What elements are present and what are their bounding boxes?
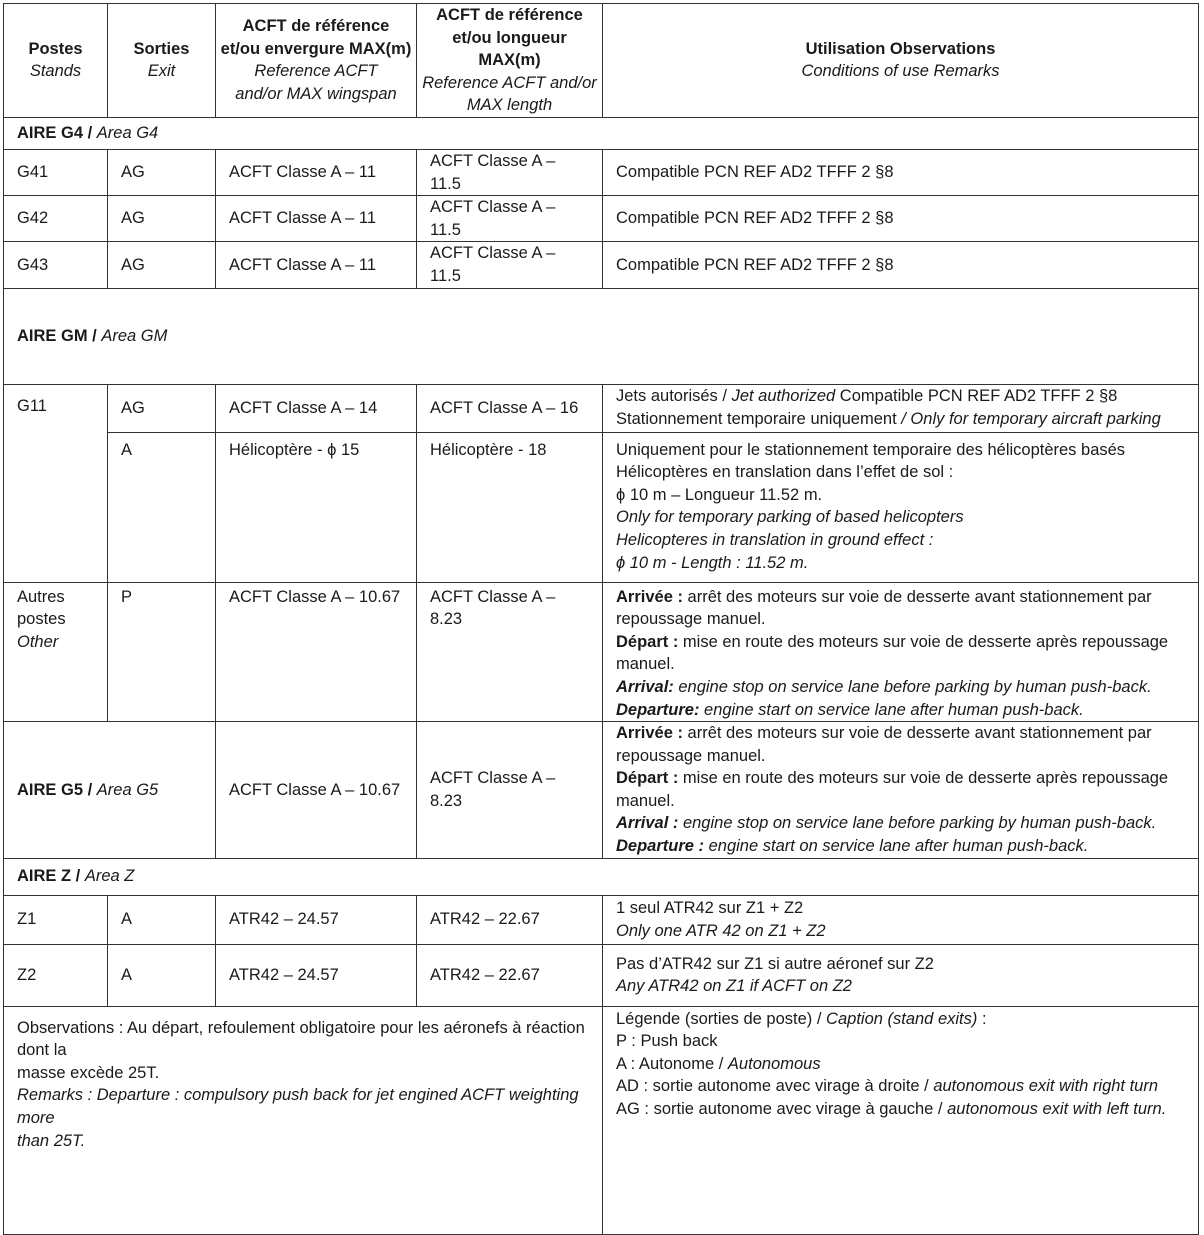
length-cell: ACFT Classe A – 11.5 <box>417 149 603 195</box>
length-cell: Hélicoptère - 18 <box>417 432 603 582</box>
observations-cell: Observations : Au départ, refoulement obligatoire pour les aéronefs à réaction dont la masse excède 25T. Remarks : Departure : compulsory push back for jet engined ACFT weighting more than 25T. <box>4 1006 603 1234</box>
area-gm-row <box>4 288 1199 384</box>
exit-cell: AG <box>108 196 216 242</box>
header-exit: Sorties Exit <box>108 4 216 118</box>
exit-cell: A <box>108 944 216 1006</box>
remarks-cell: Compatible PCN REF AD2 TFFF 2 §8 <box>603 149 1199 195</box>
wingspan-cell: ATR42 – 24.57 <box>216 895 417 944</box>
table-row <box>4 722 1199 859</box>
area-z-row <box>4 858 1199 895</box>
exit-cell: A <box>108 895 216 944</box>
table-row <box>4 384 1199 432</box>
wingspan-cell: ATR42 – 24.57 <box>216 944 417 1006</box>
wingspan-cell: ACFT Classe A – 11 <box>216 242 417 288</box>
remarks-cell: 1 seul ATR42 sur Z1 + Z2 Only one ATR 42 on Z1 + Z2 <box>603 895 1199 944</box>
table-row <box>4 895 1199 944</box>
exit-cell: AG <box>108 149 216 195</box>
area-z-label: AIRE Z / Area Z <box>4 858 1199 895</box>
table-row <box>4 432 1199 582</box>
table-row <box>4 944 1199 1006</box>
exit-cell: AG <box>108 384 216 432</box>
wingspan-cell: ACFT Classe A – 10.67 <box>216 722 417 859</box>
length-cell: ACFT Classe A – 11.5 <box>417 196 603 242</box>
caption-cell: Légende (sorties de poste) / Caption (stand exits) : P : Push back A : Autonome / Autonomous AD : sortie autonome avec virage à droite / autonomous exit with right turn AG : sortie autonome avec virage à gauche / autonomous exit with left turn. <box>603 1006 1199 1234</box>
area-g4-label: AIRE G4 / Area G4 <box>4 117 1199 149</box>
stand-cell: G41 <box>4 149 108 195</box>
stand-cell: Z2 <box>4 944 108 1006</box>
table-row <box>4 196 1199 242</box>
exit-cell: A <box>108 432 216 582</box>
wingspan-cell: ACFT Classe A – 11 <box>216 149 417 195</box>
area-g4-row <box>4 117 1199 149</box>
remarks-cell: Jets autorisés / Jet authorized Compatible PCN REF AD2 TFFF 2 §8 Stationnement temporaire uniquement / Only for temporary aircraft parking <box>603 384 1199 432</box>
length-cell: ATR42 – 22.67 <box>417 944 603 1006</box>
remarks-cell: Uniquement pour le stationnement temporaire des hélicoptères basés Hélicoptères en translation dans l’effet de sol : ϕ 10 m – Longueur 11.52 m. Only for temporary parking of based helicopters Helicopteres in translation in ground effect : ϕ 10 m - Length : 11.52 m. <box>603 432 1199 582</box>
header-conditions: Utilisation Observations Conditions of use Remarks <box>603 4 1199 118</box>
table-row <box>4 149 1199 195</box>
footer-row <box>4 1006 1199 1234</box>
exit-cell: AG <box>108 242 216 288</box>
header-stands: Postes Stands <box>4 4 108 118</box>
remarks-cell: Arrivée : arrêt des moteurs sur voie de desserte avant stationnement par repoussage manuel. Départ : mise en route des moteurs sur voie de desserte après repoussage manuel. Arrival : engine stop on service lane before parking by human push-back. Departure : engine start on service lane after human push-back. <box>603 722 1199 859</box>
length-cell: ATR42 – 22.67 <box>417 895 603 944</box>
header-row <box>4 4 1199 118</box>
area-g5-label: AIRE G5 / Area G5 <box>4 722 216 859</box>
stand-cell: Z1 <box>4 895 108 944</box>
wingspan-cell: ACFT Classe A – 10.67 <box>216 582 417 722</box>
stand-cell: G43 <box>4 242 108 288</box>
wingspan-cell: Hélicoptère - ϕ 15 <box>216 432 417 582</box>
stands-table <box>3 3 1199 1235</box>
length-cell: ACFT Classe A – 16 <box>417 384 603 432</box>
header-wingspan: ACFT de référence et/ou envergure MAX(m) Reference ACFT and/or MAX wingspan <box>216 4 417 118</box>
wingspan-cell: ACFT Classe A – 14 <box>216 384 417 432</box>
stand-cell: G11 <box>4 384 108 582</box>
header-length: ACFT de référence et/ou longueur MAX(m) Reference ACFT and/or MAX length <box>417 4 603 118</box>
stand-cell: Autres postes Other <box>4 582 108 722</box>
length-cell: ACFT Classe A – 8.23 <box>417 722 603 859</box>
area-gm-label: AIRE GM / Area GM <box>4 288 1199 384</box>
remarks-cell: Arrivée : arrêt des moteurs sur voie de desserte avant stationnement par repoussage manuel. Départ : mise en route des moteurs sur voie de desserte après repoussage manuel. Arrival: engine stop on service lane before parking by human push-back. Departure: engine start on service lane after human push-back. <box>603 582 1199 722</box>
remarks-cell: Compatible PCN REF AD2 TFFF 2 §8 <box>603 196 1199 242</box>
length-cell: ACFT Classe A – 11.5 <box>417 242 603 288</box>
exit-cell: P <box>108 582 216 722</box>
length-cell: ACFT Classe A – 8.23 <box>417 582 603 722</box>
wingspan-cell: ACFT Classe A – 11 <box>216 196 417 242</box>
remarks-cell: Pas d’ATR42 sur Z1 si autre aéronef sur Z2 Any ATR42 on Z1 if ACFT on Z2 <box>603 944 1199 1006</box>
table-row <box>4 242 1199 288</box>
table-row <box>4 582 1199 722</box>
stand-cell: G42 <box>4 196 108 242</box>
remarks-cell: Compatible PCN REF AD2 TFFF 2 §8 <box>603 242 1199 288</box>
